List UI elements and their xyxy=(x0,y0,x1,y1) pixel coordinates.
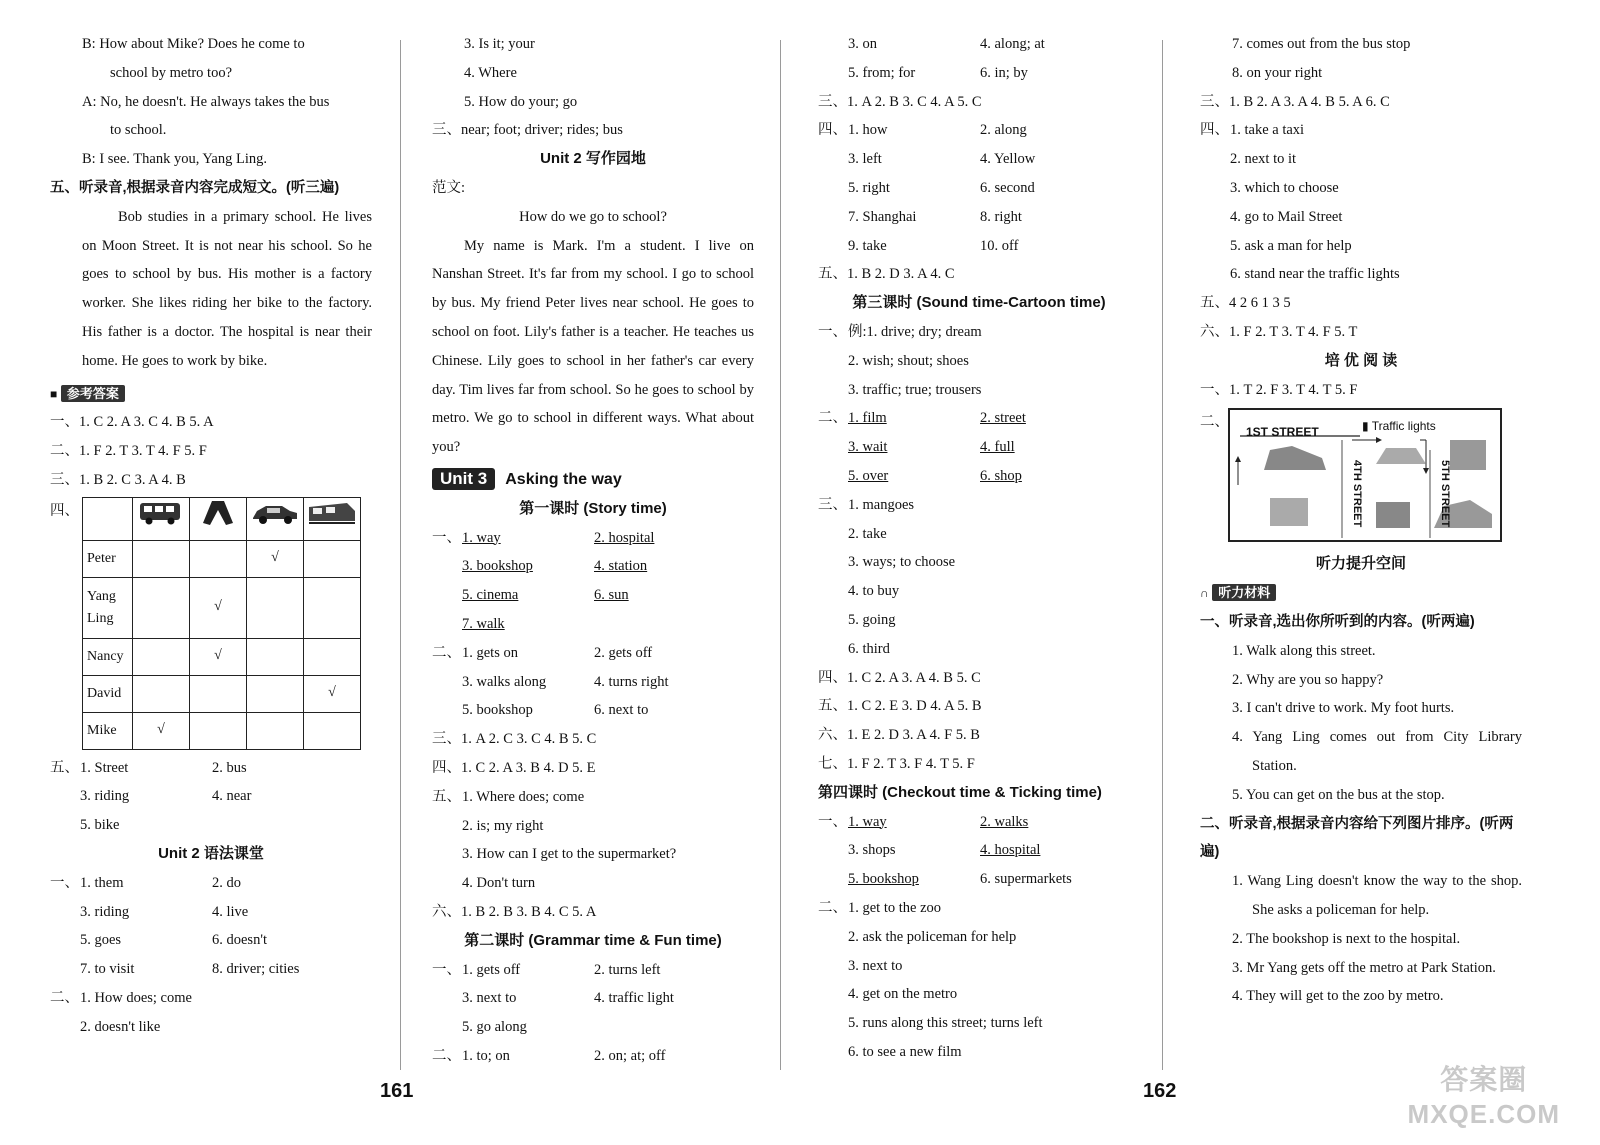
answer-line: 六、1. E 2. D 3. A 4. F 5. B xyxy=(818,727,980,744)
answer-line: 五、4 2 6 1 3 5 xyxy=(1200,295,1291,312)
check-mark: √ xyxy=(133,712,190,749)
unit2-grammar-title: Unit 2 语法课堂 xyxy=(158,844,264,862)
dialog-line: B: How about Mike? Does he come to xyxy=(82,36,305,52)
reading-title: 培 优 阅 读 xyxy=(1324,351,1398,369)
answer-line: 7. comes out from the bus stop xyxy=(1232,36,1411,52)
answer-line: 一、1. T 2. F 3. T 4. T 5. F xyxy=(1200,381,1358,398)
answer-pair-row: 5. bookshop 6. next to xyxy=(462,702,649,719)
answer-line: 六、1. B 2. B 3. B 4. C 5. A xyxy=(432,903,597,920)
answer-pair-row: 一、 1. them 2. do xyxy=(50,874,241,891)
answer-line: 四、 1. take a taxi xyxy=(1200,122,1305,139)
row-name: Yang Ling xyxy=(83,577,133,638)
street-label: 5TH STREET xyxy=(1438,460,1451,528)
answer-pair-row: 3. bookshop 4. station xyxy=(462,558,648,575)
column-3 xyxy=(818,30,1140,1067)
answer-pair-row: 五、 1. Street 2. bus xyxy=(50,759,247,776)
unit-badge: Unit 3 xyxy=(432,468,495,490)
answer-line: 三、1. B 2. A 3. A 4. B 5. A 6. C xyxy=(1200,93,1390,110)
answer-line: 4. go to Mail Street xyxy=(1230,208,1343,225)
answer-line: 三、near; foot; driver; rides; bus xyxy=(432,122,623,139)
essay-title: How do we go to school? xyxy=(519,208,667,225)
check-mark: √ xyxy=(304,675,361,712)
answer-line: 8. on your right xyxy=(1232,64,1323,81)
answer-pair-row: 5. cinema 6. sun xyxy=(462,587,629,604)
traffic-light-icon: ▮ xyxy=(1362,419,1369,434)
watermark-bottom: MXQE.COM xyxy=(1407,1099,1560,1129)
answer-line: 三、 1. mangoes xyxy=(818,496,915,513)
answer-line: 2. ask the policeman for help xyxy=(848,928,1017,945)
answer-line: 四、1. C 2. A 3. A 4. B 5. C xyxy=(818,669,981,686)
answer-line: 6. third xyxy=(848,640,890,657)
walk-icon xyxy=(190,497,247,540)
answer-line: 3. traffic; true; trousers xyxy=(848,381,982,398)
answer-table-block xyxy=(50,497,372,750)
listening-title: 听力提升空间 xyxy=(1315,555,1406,573)
answer-pair-row: 一、 1. way 2. walks xyxy=(818,813,1029,830)
answer-pair-row: 二、 1. film 2. street xyxy=(818,410,1026,427)
check-mark: √ xyxy=(190,638,247,675)
street-map xyxy=(1228,408,1502,542)
answer-pair-row: 3. next to 4. traffic light xyxy=(462,990,674,1007)
answer-pair-row: 5. bike xyxy=(80,817,120,834)
answer-line: 6. to see a new film xyxy=(848,1043,962,1060)
dialog-line: B: I see. Thank you, Yang Ling. xyxy=(82,151,268,168)
listening-line: 2. The bookshop is next to the hospital. xyxy=(1232,930,1461,947)
answer-line: 5. ask a man for help xyxy=(1230,237,1352,254)
listening-line: 1. Walk along this street. xyxy=(1232,642,1376,659)
answer-line: 六、1. F 2. T 3. T 4. F 5. T xyxy=(1200,323,1358,340)
column-1 xyxy=(50,30,372,1042)
column-divider xyxy=(400,40,401,1070)
answer-pair-row: 3. shops 4. hospital xyxy=(848,842,1041,859)
street-label: 1ST STREET xyxy=(1246,425,1319,440)
page-number-left: 161 xyxy=(380,1080,414,1102)
lesson-title: 第三课时 (Sound time-Cartoon time) xyxy=(852,294,1106,312)
answer-pair-row: 7. to visit 8. driver; cities xyxy=(80,961,300,978)
answer-pair-row: 5. goes 6. doesn't xyxy=(80,932,267,949)
answer-line: 七、1. F 2. T 3. F 4. T 5. F xyxy=(818,755,975,772)
answer-line: 2. wish; shout; shoes xyxy=(848,352,969,369)
answer-pair-row: 3. wait 4. full xyxy=(848,439,1015,456)
page-number-right: 162 xyxy=(1143,1080,1177,1102)
answer-key-header xyxy=(50,380,372,409)
answer-line: 3. ways; to choose xyxy=(848,554,956,571)
lesson-title: 第二课时 (Grammar time & Fun time) xyxy=(464,931,722,949)
answer-line: 3. How can I get to the supermarket? xyxy=(462,846,677,863)
traffic-light-label: ▮ Traffic lights xyxy=(1362,419,1436,434)
fanwen-label: 范文: xyxy=(432,179,466,196)
answer-line: 三、1. A 2. C 3. C 4. B 5. C xyxy=(432,731,597,748)
answer-line: 5. How do your; go xyxy=(464,93,578,110)
answer-pair-row: 7. walk xyxy=(462,615,505,632)
section-title: 五、听录音,根据录音内容完成短文。(听三遍) xyxy=(50,179,340,196)
answer-line: 2. is; my right xyxy=(462,817,544,834)
section-label: 四、 xyxy=(50,502,79,519)
watermark-logo xyxy=(1408,1063,1560,1131)
dialog-line: A: No, he doesn't. He always takes the bus xyxy=(82,93,330,110)
answer-pair-row: 四、 1. how 2. along xyxy=(818,122,1027,139)
listening-line: 3. Mr Yang gets off the metro at Park Station. xyxy=(1232,959,1496,976)
answer-line: 3. Is it; your xyxy=(464,36,535,52)
section-label: 二、 xyxy=(1200,414,1229,431)
column-4 xyxy=(1200,30,1522,1011)
answer-line: 四、1. C 2. A 3. B 4. D 5. E xyxy=(432,759,596,776)
answer-line: 4. Don't turn xyxy=(462,875,536,892)
answer-pair-row: 5. right 6. second xyxy=(848,179,1035,196)
answer-pair-row: 5. bookshop 6. supermarkets xyxy=(848,871,1072,888)
answer-pair-row: 3. on 4. along; at xyxy=(848,36,1045,52)
answer-line: 一、1. C 2. A 3. C 4. B 5. A xyxy=(50,414,214,431)
answer-pair-row: 7. Shanghai 8. right xyxy=(848,208,1022,225)
listening-material-header xyxy=(1200,579,1522,608)
listening-line: 2. Why are you so happy? xyxy=(1232,671,1384,688)
car-icon xyxy=(247,497,304,540)
essay-text: My name is Mark. I'm a student. I live on Nanshan Street. It's far from my school. I go to school by bus. My friend Peter lives near school. He goes to school on foot. Lily's father is a teacher. He teaches us Chinese. Lily goes to school in her father's car every day. Tim lives far from school. So he goes to school by metro. We go to school in different ways. What about you? xyxy=(432,237,754,456)
answer-line: 2. next to it xyxy=(1230,151,1297,168)
answer-pair-row: 5. from; for 6. in; by xyxy=(848,64,1028,81)
row-name: Peter xyxy=(83,540,133,577)
headphone-icon: ∩ xyxy=(1200,586,1209,601)
transport-table xyxy=(82,497,361,750)
answer-line: 三、1. B 2. C 3. A 4. B xyxy=(50,471,186,488)
column-2 xyxy=(432,30,754,1071)
answer-tag: 参考答案 xyxy=(61,385,125,402)
listening-line: 4. They will get to the zoo by metro. xyxy=(1232,988,1444,1005)
answer-pair-row: 9. take 10. off xyxy=(848,237,1019,254)
watermark-top: 答案圈 xyxy=(1440,1064,1528,1095)
row-name: David xyxy=(83,675,133,712)
answer-line: 二、 1. get to the zoo xyxy=(818,899,942,916)
answer-pair-row: 二、 1. to; on 2. on; at; off xyxy=(432,1047,666,1064)
answer-pair-row: 3. riding 4. near xyxy=(80,788,252,805)
map-block xyxy=(1200,408,1522,542)
listening-line: 5. You can get on the bus at the stop. xyxy=(1232,786,1445,803)
dialog-line: school by metro too? xyxy=(110,64,233,81)
answer-line: 3. next to xyxy=(848,957,903,974)
column-divider xyxy=(780,40,781,1070)
row-name: Nancy xyxy=(83,638,133,675)
answer-line: 6. stand near the traffic lights xyxy=(1230,266,1400,283)
answer-line: 3. which to choose xyxy=(1230,179,1339,196)
material-tag: 听力材料 xyxy=(1212,584,1276,601)
section-title: 一、听录音,选出你所听到的内容。(听两遍) xyxy=(1200,613,1475,630)
unit3-header xyxy=(432,466,754,495)
answer-line: 二、 1. How does; come xyxy=(50,989,192,1006)
answer-pair-row: 3. left 4. Yellow xyxy=(848,151,1036,168)
answer-pair-row: 一、 1. way 2. hospital xyxy=(432,529,655,546)
answer-line: 2. take xyxy=(848,525,887,542)
metro-icon xyxy=(304,497,361,540)
answer-pair-row: 3. riding 4. live xyxy=(80,903,249,920)
answer-line: 2. doesn't like xyxy=(80,1018,161,1035)
answer-line: 5. runs along this street; turns left xyxy=(848,1015,1043,1032)
lesson-title: 第四课时 (Checkout time & Ticking time) xyxy=(818,783,1102,801)
section-title: 二、听录音,根据录音内容给下列图片排序。(听两遍) xyxy=(1200,815,1514,861)
check-mark: √ xyxy=(247,540,304,577)
answer-line: 五、 1. Where does; come xyxy=(432,788,585,805)
answer-line: 二、1. F 2. T 3. T 4. F 5. F xyxy=(50,443,207,460)
answer-line: 4. Where xyxy=(464,64,517,81)
check-mark: √ xyxy=(190,577,247,638)
answer-line: 五、1. C 2. E 3. D 4. A 5. B xyxy=(818,698,982,715)
answer-line: 五、1. B 2. D 3. A 4. C xyxy=(818,266,955,283)
row-name: Mike xyxy=(83,712,133,749)
street-label: 4TH STREET xyxy=(1350,460,1363,528)
lesson-title: 第一课时 (Story time) xyxy=(519,499,667,517)
bus-icon xyxy=(133,497,190,540)
answer-line: 5. going xyxy=(848,611,896,628)
dialog-line: to school. xyxy=(110,122,167,139)
answer-pair-row: 5. over 6. shop xyxy=(848,467,1022,484)
answer-line: 三、1. A 2. B 3. C 4. A 5. C xyxy=(818,93,982,110)
book-icon: ■ xyxy=(50,386,58,401)
answer-line: 一、 例:1. drive; dry; dream xyxy=(818,323,982,340)
answer-line: 4. get on the metro xyxy=(848,986,958,1003)
answer-pair-row: 5. go along xyxy=(462,1019,527,1036)
column-divider xyxy=(1162,40,1163,1070)
listening-line: 1. Wang Ling doesn't know the way to the shop. She asks a policeman for help. xyxy=(1232,873,1522,918)
listening-line: 4. Yang Ling comes out from City Library Station. xyxy=(1232,729,1522,774)
answer-line: 4. to buy xyxy=(848,583,900,600)
answer-pair-row: 二、 1. gets on 2. gets off xyxy=(432,644,653,661)
listening-line: 3. I can't drive to work. My foot hurts. xyxy=(1232,700,1455,717)
answer-pair-row: 3. walks along 4. turns right xyxy=(462,673,669,690)
answer-pair-row: 一、 1. gets off 2. turns left xyxy=(432,961,661,978)
passage: Bob studies in a primary school. He lives on Moon Street. It is not near his school. So he goes to school by bus. His mother is a factory worker. She likes riding her bike to the factory. His father is a doctor. The hospital is near their home. He goes to work by bike. xyxy=(82,208,372,369)
unit-title: Asking the way xyxy=(505,470,622,488)
unit2-writing-title: Unit 2 写作园地 xyxy=(540,150,646,168)
